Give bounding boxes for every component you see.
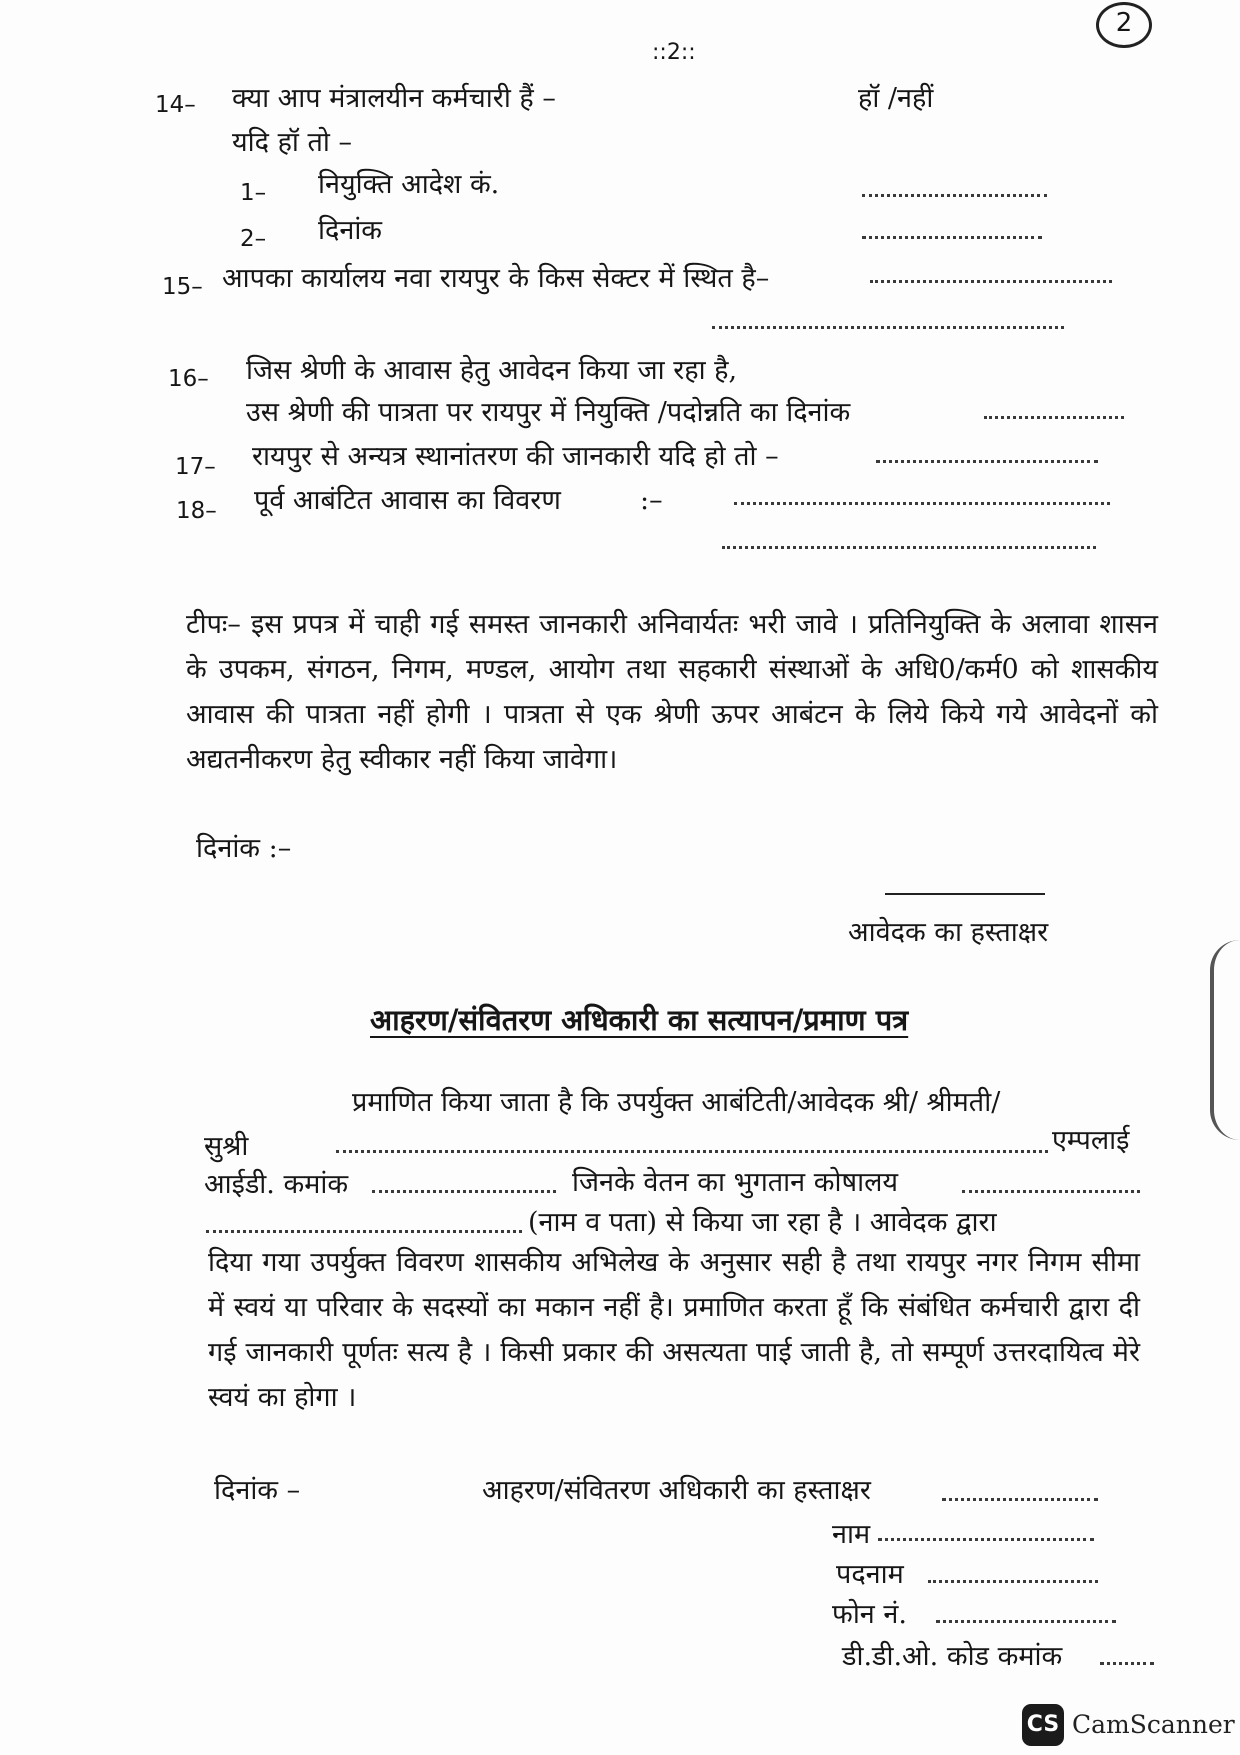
certificate-treasury: जिनके वेतन का भुगतान कोषालय (572, 1167, 899, 1198)
certificate-line4: (नाम व पता) से किया जा रहा है । आवेदक द्वारा (528, 1207, 997, 1238)
item-18-question: पूर्व आबंटित आवास का विवरण (254, 485, 561, 516)
officer-signature-label: आहरण/संवितरण अधिकारी का हस्ताक्षर (482, 1475, 871, 1506)
item-18-number: 18– (176, 498, 217, 524)
note-paragraph: टीपः– इस प्रपत्र में चाही गई समस्त जानकारी अनिवार्यतः भरी जावे । प्रतिनियुक्ति के अलावा शासन के उपकम, संगठन, निगम, मण्डल, आयोग तथा सहकारी संस्थाओं के अधि0/कर्म0 को शासकीय आवास की पात्रता नहीं होगी । पात्रता से एक श्रेणी ऊपर आबंटन के लिये किये गये आवेदनों को अद्यतनीकरण हेतु स्वीकार नहीं किया जावेगा। (186, 609, 1158, 775)
applicant-date-label: दिनांक :– (196, 833, 292, 864)
officer-ddo-label: डी.डी.ओ. कोड कमांक (842, 1641, 1063, 1672)
officer-signature-blank[interactable] (942, 1498, 1098, 1501)
certificate-heading: आहरण/संवितरण अधिकारी का सत्यापन/प्रमाण पत्र (370, 1003, 909, 1037)
officer-designation-label: पदनाम (836, 1559, 904, 1590)
appointment-date-blank[interactable] (862, 236, 1042, 239)
item-14-question: क्या आप मंत्रालयीन कर्मचारी हैं – (232, 83, 556, 114)
item-17-question: रायपुर से अन्यत्र स्थानांतरण की जानकारी यदि हो तो – (252, 441, 779, 472)
item-17-number: 17– (175, 454, 216, 480)
transfer-info-blank[interactable] (876, 460, 1098, 463)
item-14-1-label: नियुक्ति आदेश कं. (318, 169, 500, 200)
officer-name-field[interactable] (878, 1538, 1094, 1541)
certificate-body: दिया गया उपर्युक्त विवरण शासकीय अभिलेख के अनुसार सही है तथा रायपुर नगर निगम सीमा में स्वयं या परिवार के सदस्यों का मकान नहीं है। प्रमाणित करता हूँ कि संबंधित कर्मचारी द्वारा दी गई जानकारी पूर्णतः सत्य है । किसी प्रकार की असत्यता पाई जाती है, तो सम्पूर्ण उत्तरदायित्व मेरे स्वयं का होगा । (208, 1247, 1140, 1413)
item-15-question: आपका कार्यालय नवा रायपुर के किस सेक्टर में स्थित है– (222, 263, 770, 294)
camscanner-brand: CamScanner (1072, 1710, 1235, 1739)
previous-allotment-blank-2[interactable] (722, 546, 1096, 549)
officer-phone-label: फोन नं. (832, 1599, 907, 1630)
name-address-blank[interactable] (206, 1230, 522, 1233)
item-14-2-number: 2– (240, 226, 267, 252)
applicant-signature-label: आवेदक का हस्ताक्षर (848, 917, 1049, 948)
certificate-id-label: आईडी. कमांक (204, 1169, 349, 1200)
employee-id-blank[interactable] (372, 1190, 556, 1193)
applicant-signature-line[interactable] (885, 893, 1045, 895)
item-14-if-yes: यदि हॉ तो – (232, 127, 352, 158)
certificate-employee: एम्पलाई (1052, 1125, 1130, 1156)
item-14-1-number: 1– (240, 180, 267, 206)
previous-allotment-blank-1[interactable] (734, 502, 1110, 505)
officer-name-label: नाम (832, 1519, 871, 1550)
treasury-blank[interactable] (962, 1190, 1140, 1193)
certificate-line1: प्रमाणित किया जाता है कि उपर्युक्त आबंटिती/आवेदक श्री/ श्रीमती/ (352, 1087, 1001, 1118)
item-14-2-label: दिनांक (318, 215, 383, 246)
item-14-answer: हॉ /नहीं (858, 83, 934, 114)
certificate-sushri: सुश्री (204, 1131, 249, 1162)
sector-blank-2[interactable] (712, 326, 1064, 329)
officer-ddo-field[interactable] (1100, 1662, 1154, 1665)
page-marker: ::2:: (652, 40, 696, 65)
item-16-line2: उस श्रेणी की पात्रता पर रायपुर में नियुक्ति /पदोन्नति का दिनांक (246, 397, 851, 428)
item-14-number: 14– (155, 92, 196, 118)
appointment-order-blank[interactable] (862, 194, 1047, 197)
scan-edge-shadow (1210, 940, 1240, 1140)
promotion-date-blank[interactable] (984, 416, 1124, 419)
item-18-separator: :– (640, 485, 663, 516)
officer-phone-field[interactable] (936, 1620, 1116, 1623)
page-badge: 2 (1096, 2, 1152, 48)
item-16-line1: जिस श्रेणी के आवास हेतु आवेदन किया जा रहा है, (246, 355, 738, 386)
sector-blank-1[interactable] (870, 280, 1112, 283)
camscanner-logo-icon: CS (1022, 1704, 1064, 1746)
item-16-number: 16– (168, 366, 209, 392)
officer-name-blank[interactable] (336, 1150, 1048, 1153)
item-15-number: 15– (162, 274, 203, 300)
officer-date-label: दिनांक – (214, 1475, 301, 1506)
officer-designation-field[interactable] (928, 1580, 1098, 1583)
